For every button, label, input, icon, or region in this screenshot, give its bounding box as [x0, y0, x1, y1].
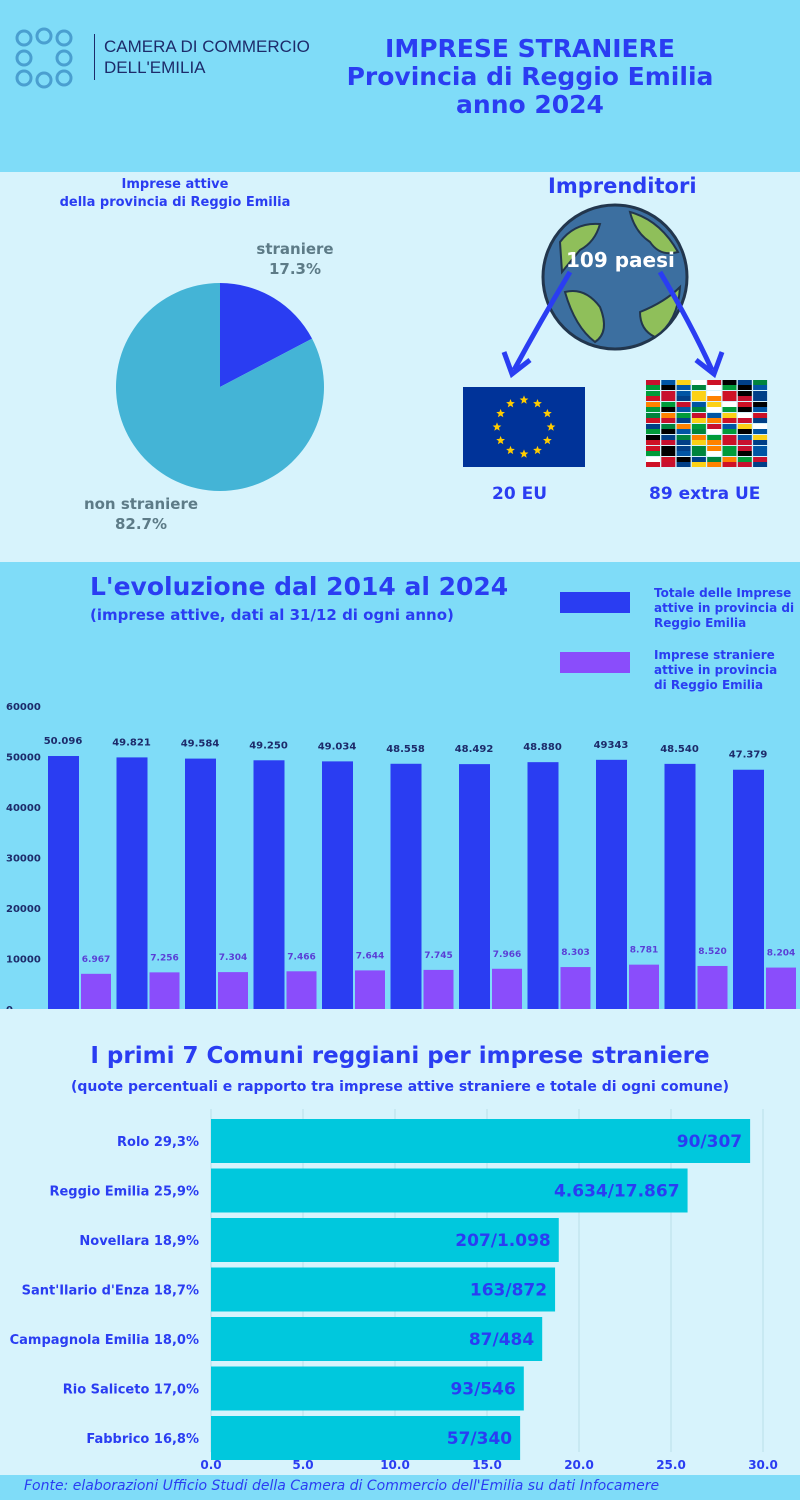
- flag-stripe: [707, 446, 721, 451]
- data-label-total: 49.584: [180, 738, 220, 750]
- flag-stripe: [753, 380, 767, 385]
- flag-stripe: [707, 462, 721, 467]
- flag-stripe: [661, 435, 675, 440]
- flag-stripe: [646, 391, 660, 396]
- flag-stripe: [661, 424, 675, 429]
- evolution-subtitle: (imprese attive, dati al 31/12 di ogni anno): [90, 606, 454, 624]
- data-label-foreign: 7.304: [218, 953, 248, 964]
- logo-separator: [94, 34, 95, 80]
- flag-stripe: [707, 396, 721, 401]
- flag-stripe: [738, 380, 752, 385]
- data-label-foreign: 6.967: [81, 954, 111, 965]
- flag-stripe: [753, 457, 767, 462]
- flag-stripe: [661, 446, 675, 451]
- bar-total-2014: [48, 756, 79, 1009]
- flag-stripe: [646, 429, 660, 434]
- evolution-title: L'evoluzione dal 2014 al 2024: [90, 572, 509, 601]
- logo-line-1: CAMERA DI COMMERCIO: [104, 37, 310, 56]
- flag-stripe: [738, 429, 752, 434]
- legend-swatch-foreign: [560, 652, 630, 673]
- bar-total-2018: [322, 761, 353, 1009]
- flag-stripe: [661, 380, 675, 385]
- data-label-total: 48.492: [454, 744, 494, 756]
- y-tick-label: 40000: [6, 803, 41, 814]
- flag-stripe: [723, 418, 737, 423]
- flag-stripe: [692, 418, 706, 423]
- flag-stripe: [753, 435, 767, 440]
- flag-stripe: [738, 457, 752, 462]
- flag-stripe: [707, 402, 721, 407]
- flag-stripe: [677, 391, 691, 396]
- extra-ue-label: 89 extra UE: [649, 484, 761, 504]
- flag-stripe: [707, 413, 721, 418]
- x-tick-label: 5.0: [292, 1458, 314, 1472]
- flag-stripe: [723, 446, 737, 451]
- flag-stripe: [677, 385, 691, 390]
- flag-stripe: [677, 446, 691, 451]
- flag-stripe: [646, 424, 660, 429]
- legend-swatch-total: [560, 592, 630, 613]
- data-label-total: 49.821: [112, 737, 151, 749]
- flag-stripe: [738, 407, 752, 412]
- flag-stripe: [692, 457, 706, 462]
- flag-stripe: [723, 440, 737, 445]
- flag-stripe: [646, 457, 660, 462]
- flag-stripe: [753, 440, 767, 445]
- data-label-foreign: 8.781: [629, 945, 659, 956]
- flag-stripe: [677, 440, 691, 445]
- flag-stripe: [738, 396, 752, 401]
- footer-band: [0, 1475, 800, 1500]
- data-label-foreign: 7.745: [424, 950, 453, 961]
- flag-stripe: [738, 402, 752, 407]
- flag-stripe: [646, 380, 660, 385]
- flag-stripe: [661, 440, 675, 445]
- bar-total-2019: [391, 764, 422, 1009]
- bar-value-label: 207/1.098: [455, 1231, 551, 1251]
- flag-stripe: [661, 418, 675, 423]
- flag-stripe: [753, 429, 767, 434]
- category-label: Rolo 29,3%: [117, 1135, 199, 1150]
- data-label-total: 49.034: [317, 741, 357, 753]
- flag-stripe: [707, 380, 721, 385]
- flag-stripe: [723, 457, 737, 462]
- flag-stripe: [646, 413, 660, 418]
- bar-foreign-2020: [492, 969, 522, 1009]
- flag-stripe: [738, 413, 752, 418]
- flag-stripe: [677, 380, 691, 385]
- evolution-bar-chart: [0, 692, 800, 1009]
- flag-stripe: [692, 391, 706, 396]
- legend-foreign-line-2: attive in provincia: [654, 663, 778, 677]
- legend-foreign-line-3: di Reggio Emilia: [654, 678, 764, 692]
- data-label-total: 49343: [593, 739, 629, 751]
- source-note: Fonte: elaborazioni Ufficio Studi della Camera di Commercio dell'Emilia su dati Infocamere: [24, 1478, 660, 1494]
- flag-stripe: [661, 385, 675, 390]
- flag-stripe: [707, 451, 721, 456]
- eu-flag-icon: [463, 387, 585, 467]
- data-label-foreign: 8.303: [561, 948, 590, 959]
- flag-stripe: [723, 380, 737, 385]
- bar-comune: [211, 1119, 750, 1163]
- flag-stripe: [723, 435, 737, 440]
- category-label: Sant'Ilario d'Enza 18,7%: [21, 1283, 199, 1299]
- legend-total-line-1: Totale delle Imprese: [654, 586, 792, 600]
- flag-stripe: [677, 402, 691, 407]
- pie-chart: [110, 277, 330, 497]
- bar-total-2021: [528, 762, 559, 1009]
- data-label-foreign: 8.204: [766, 948, 796, 959]
- legend-total: [654, 586, 794, 631]
- flag-stripe: [753, 418, 767, 423]
- eu-label: 20 EU: [492, 484, 547, 504]
- flag-stripe: [677, 457, 691, 462]
- flag-stripe: [707, 424, 721, 429]
- flag-stripe: [692, 402, 706, 407]
- flag-stripe: [677, 418, 691, 423]
- flag-stripe: [738, 451, 752, 456]
- data-label-total: 49.250: [249, 740, 288, 752]
- flag-stripe: [723, 429, 737, 434]
- globe-text: 109 paesi: [566, 248, 675, 272]
- logo-text: [104, 36, 310, 78]
- bar-total-2023: [665, 764, 696, 1009]
- data-label-total: 48.880: [523, 742, 562, 754]
- bar-value-label: 57/340: [446, 1429, 513, 1449]
- data-label-foreign: 7.466: [287, 952, 316, 963]
- data-label-foreign: 7.966: [492, 949, 522, 960]
- data-label-foreign: 8.520: [698, 946, 727, 957]
- x-tick-label: 20.0: [564, 1458, 594, 1472]
- flag-stripe: [723, 396, 737, 401]
- data-label-total: 50.096: [43, 736, 83, 748]
- arrows-icon: [500, 252, 730, 382]
- data-label-total: 47.379: [728, 749, 768, 761]
- flag-stripe: [646, 446, 660, 451]
- legend-foreign: [654, 648, 777, 693]
- flag-stripe: [692, 385, 706, 390]
- bar-foreign-2015: [150, 972, 180, 1009]
- pie-title-line-2: della provincia di Reggio Emilia: [59, 195, 291, 210]
- flag-stripe: [723, 391, 737, 396]
- flag-stripe: [692, 424, 706, 429]
- bar-value-label: 163/872: [469, 1280, 548, 1301]
- x-tick-label: 10.0: [380, 1458, 410, 1472]
- flag-stripe: [661, 413, 675, 418]
- x-tick-label: 30.0: [748, 1458, 778, 1472]
- flag-stripe: [677, 435, 691, 440]
- world-flags-icon: [646, 380, 768, 468]
- category-label: Campagnola Emilia 18,0%: [9, 1333, 199, 1348]
- flag-stripe: [753, 451, 767, 456]
- flag-stripe: [753, 424, 767, 429]
- flag-stripe: [646, 407, 660, 412]
- flag-stripe: [661, 396, 675, 401]
- bar-total-2020: [459, 764, 490, 1009]
- flag-stripe: [646, 440, 660, 445]
- pie-label-native: non straniere: [83, 495, 199, 513]
- flag-stripe: [753, 396, 767, 401]
- flag-stripe: [723, 462, 737, 467]
- flag-stripe: [707, 391, 721, 396]
- bar-value-label: 4.634/17.867: [553, 1181, 680, 1202]
- pie-title-line-1: Imprese attive: [121, 177, 229, 192]
- flag-stripe: [707, 407, 721, 412]
- data-label-total: 48.540: [660, 743, 699, 755]
- bar-foreign-2018: [355, 970, 385, 1009]
- flag-stripe: [661, 429, 675, 434]
- summary-section: [0, 172, 800, 562]
- flag-stripe: [677, 451, 691, 456]
- page-title-line-2: Provincia di Reggio Emilia: [346, 62, 714, 91]
- data-label-foreign: 7.256: [150, 953, 179, 964]
- bar-foreign-2017: [287, 971, 317, 1009]
- flag-stripe: [661, 407, 675, 412]
- flag-stripe: [661, 457, 675, 462]
- flag-stripe: [738, 418, 752, 423]
- flag-stripe: [753, 391, 767, 396]
- bar-foreign-2019: [424, 970, 454, 1009]
- flag-stripe: [646, 402, 660, 407]
- x-tick-label: 0.0: [200, 1458, 222, 1472]
- flag-stripe: [661, 391, 675, 396]
- data-label-total: 48.558: [386, 743, 425, 755]
- bar-value-label: 90/307: [676, 1132, 743, 1152]
- flag-stripe: [677, 424, 691, 429]
- flag-stripe: [707, 440, 721, 445]
- flag-stripe: [707, 457, 721, 462]
- flag-stripe: [753, 385, 767, 390]
- bar-foreign-2022: [629, 965, 659, 1009]
- page-title-line-1: IMPRESE STRANIERE: [385, 34, 675, 63]
- pie-pct-native: 82.7%: [114, 515, 168, 533]
- flag-stripe: [753, 413, 767, 418]
- pie-label-foreign: straniere: [256, 240, 334, 258]
- flag-stripe: [692, 413, 706, 418]
- legend-total-line-3: Reggio Emilia: [654, 616, 747, 630]
- flag-stripe: [753, 446, 767, 451]
- bar-total-2015: [117, 757, 148, 1009]
- y-tick-label: 50000: [6, 752, 41, 764]
- flag-stripe: [677, 429, 691, 434]
- flag-stripe: [707, 429, 721, 434]
- flag-stripe: [753, 407, 767, 412]
- flag-stripe: [723, 424, 737, 429]
- flag-stripe: [677, 407, 691, 412]
- flag-stripe: [692, 407, 706, 412]
- comuni-bar-chart: [0, 1099, 800, 1475]
- flag-stripe: [707, 418, 721, 423]
- flag-stripe: [723, 402, 737, 407]
- y-tick-label: 20000: [6, 904, 41, 915]
- flag-stripe: [692, 446, 706, 451]
- flag-stripe: [723, 407, 737, 412]
- flag-stripe: [707, 385, 721, 390]
- flag-stripe: [646, 435, 660, 440]
- evolution-section: [0, 562, 800, 1009]
- x-tick-label: 25.0: [656, 1458, 686, 1472]
- camera-logo-icon: [12, 26, 76, 90]
- comuni-title: I primi 7 Comuni reggiani per imprese straniere: [90, 1043, 710, 1069]
- flag-stripe: [677, 462, 691, 467]
- flag-stripe: [661, 402, 675, 407]
- y-tick-label: 30000: [6, 853, 41, 865]
- flag-stripe: [646, 451, 660, 456]
- flag-stripe: [723, 413, 737, 418]
- flag-stripe: [692, 451, 706, 456]
- bar-value-label: 93/546: [450, 1379, 516, 1400]
- comuni-subtitle: (quote percentuali e rapporto tra imprese attive straniere e totale di ogni comune): [70, 1079, 730, 1095]
- flag-stripe: [753, 462, 767, 467]
- flag-stripe: [677, 413, 691, 418]
- legend-foreign-line-1: Imprese straniere: [654, 648, 775, 662]
- bar-total-2024: [733, 770, 764, 1009]
- flag-stripe: [738, 435, 752, 440]
- flag-stripe: [738, 385, 752, 390]
- flag-stripe: [738, 424, 752, 429]
- y-tick-label: 60000: [6, 702, 41, 713]
- category-label: Reggio Emilia 25,9%: [49, 1184, 199, 1200]
- logo-line-2: DELL'EMILIA: [104, 58, 206, 77]
- bar-total-2022: [596, 760, 627, 1009]
- entrepreneurs-title: Imprenditori: [548, 174, 697, 198]
- bar-foreign-2024: [766, 968, 796, 1009]
- flag-stripe: [738, 391, 752, 396]
- bar-foreign-2021: [561, 967, 591, 1009]
- flag-stripe: [723, 451, 737, 456]
- flag-stripe: [753, 402, 767, 407]
- category-label: Fabbrico 16,8%: [86, 1432, 199, 1447]
- bar-foreign-2014: [81, 974, 111, 1009]
- flag-stripe: [646, 385, 660, 390]
- flag-stripe: [661, 462, 675, 467]
- category-label: Novellara 18,9%: [79, 1234, 199, 1249]
- flag-stripe: [646, 462, 660, 467]
- flag-stripe: [646, 396, 660, 401]
- bar-total-2017: [254, 760, 285, 1009]
- bar-value-label: 87/484: [468, 1330, 535, 1350]
- flag-stripe: [692, 396, 706, 401]
- flag-stripe: [707, 435, 721, 440]
- flag-stripe: [646, 418, 660, 423]
- flag-stripe: [738, 440, 752, 445]
- bar-total-2016: [185, 759, 216, 1009]
- bar-foreign-2016: [218, 972, 248, 1009]
- flag-stripe: [677, 396, 691, 401]
- y-tick-label: 10000: [6, 954, 41, 966]
- flag-stripe: [692, 440, 706, 445]
- x-tick-label: 15.0: [472, 1458, 502, 1472]
- pie-pct-foreign: 17.3%: [268, 260, 322, 278]
- data-label-foreign: 7.644: [355, 951, 385, 962]
- flag-stripe: [692, 435, 706, 440]
- flag-stripe: [738, 462, 752, 467]
- page-title-line-3: anno 2024: [456, 90, 604, 119]
- header-band: [0, 0, 800, 172]
- comuni-section: [0, 1009, 800, 1475]
- flag-stripe: [661, 451, 675, 456]
- flag-stripe: [692, 380, 706, 385]
- flag-stripe: [692, 462, 706, 467]
- bar-foreign-2023: [698, 966, 728, 1009]
- legend-total-line-2: attive in provincia di: [654, 601, 795, 615]
- flag-stripe: [723, 385, 737, 390]
- flag-stripe: [692, 429, 706, 434]
- flag-stripe: [738, 446, 752, 451]
- category-label: Rio Saliceto 17,0%: [62, 1382, 199, 1398]
